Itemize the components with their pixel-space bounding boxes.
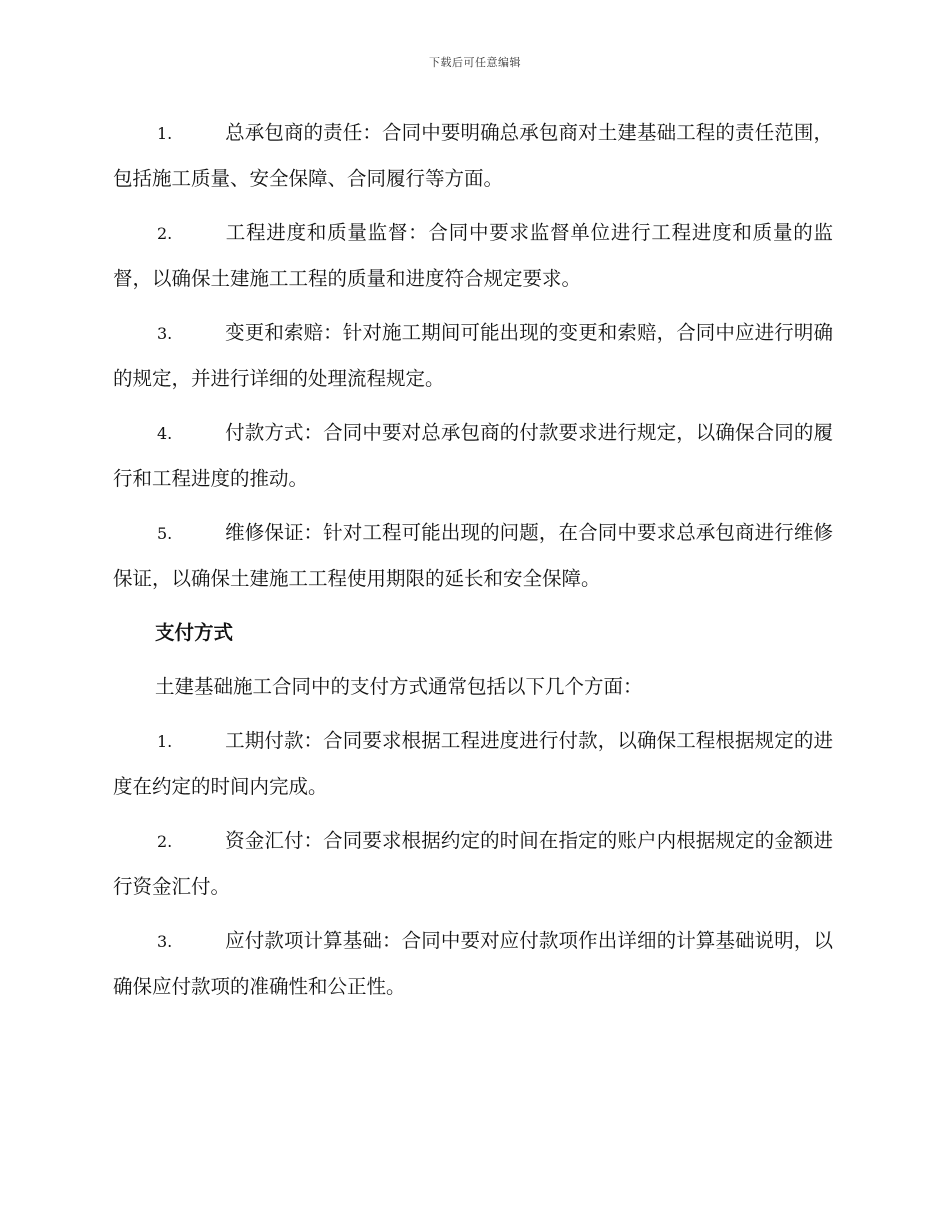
page-header: 下载后可任意编辑 [429,56,521,69]
list-number: 1. [157,732,173,751]
list-number: 2. [157,832,173,851]
list-item [113,718,833,809]
list-number: 2. [157,224,173,243]
list-item [113,310,833,401]
list-text: 维修保证：针对工程可能出现的问题，在合同中要求总承包商进行维修保证，以确保土建施工工程使用期限的延长和安全保障。 [113,521,833,590]
list-text: 总承包商的责任：合同中要明确总承包商对土建基础工程的责任范围，包括施工质量、安全保障、合同履行等方面。 [113,121,833,190]
list-number: 5. [157,524,173,543]
section-intro: 土建基础施工合同中的支付方式通常包括以下几个方面： [155,675,643,698]
list-item [113,410,833,501]
list-number: 4. [157,424,173,443]
list-number: 1. [157,124,173,143]
list-text: 应付款项计算基础：合同中要对应付款项作出详细的计算基础说明，以确保应付款项的准确性和公正性。 [113,929,833,998]
section-heading: 支付方式 [155,621,234,644]
list-item [113,510,833,601]
list-item [113,818,833,909]
list-number: 3. [157,932,173,951]
list-text: 工期付款：合同要求根据工程进度进行付款，以确保工程根据规定的进度在约定的时间内完成。 [113,729,833,798]
document-body [113,110,833,1018]
list-item [113,110,833,201]
list-text: 工程进度和质量监督：合同中要求监督单位进行工程进度和质量的监督，以确保土建施工工程的质量和进度符合规定要求。 [113,221,833,290]
list-item [113,210,833,301]
list-item [113,918,833,1009]
list-text: 变更和索赔：针对施工期间可能出现的变更和索赔，合同中应进行明确的规定，并进行详细的处理流程规定。 [113,321,833,390]
list-text: 付款方式：合同中要对总承包商的付款要求进行规定，以确保合同的履行和工程进度的推动。 [113,421,833,490]
list-number: 3. [157,324,173,343]
list-text: 资金汇付：合同要求根据约定的时间在指定的账户内根据规定的金额进行资金汇付。 [113,829,833,898]
